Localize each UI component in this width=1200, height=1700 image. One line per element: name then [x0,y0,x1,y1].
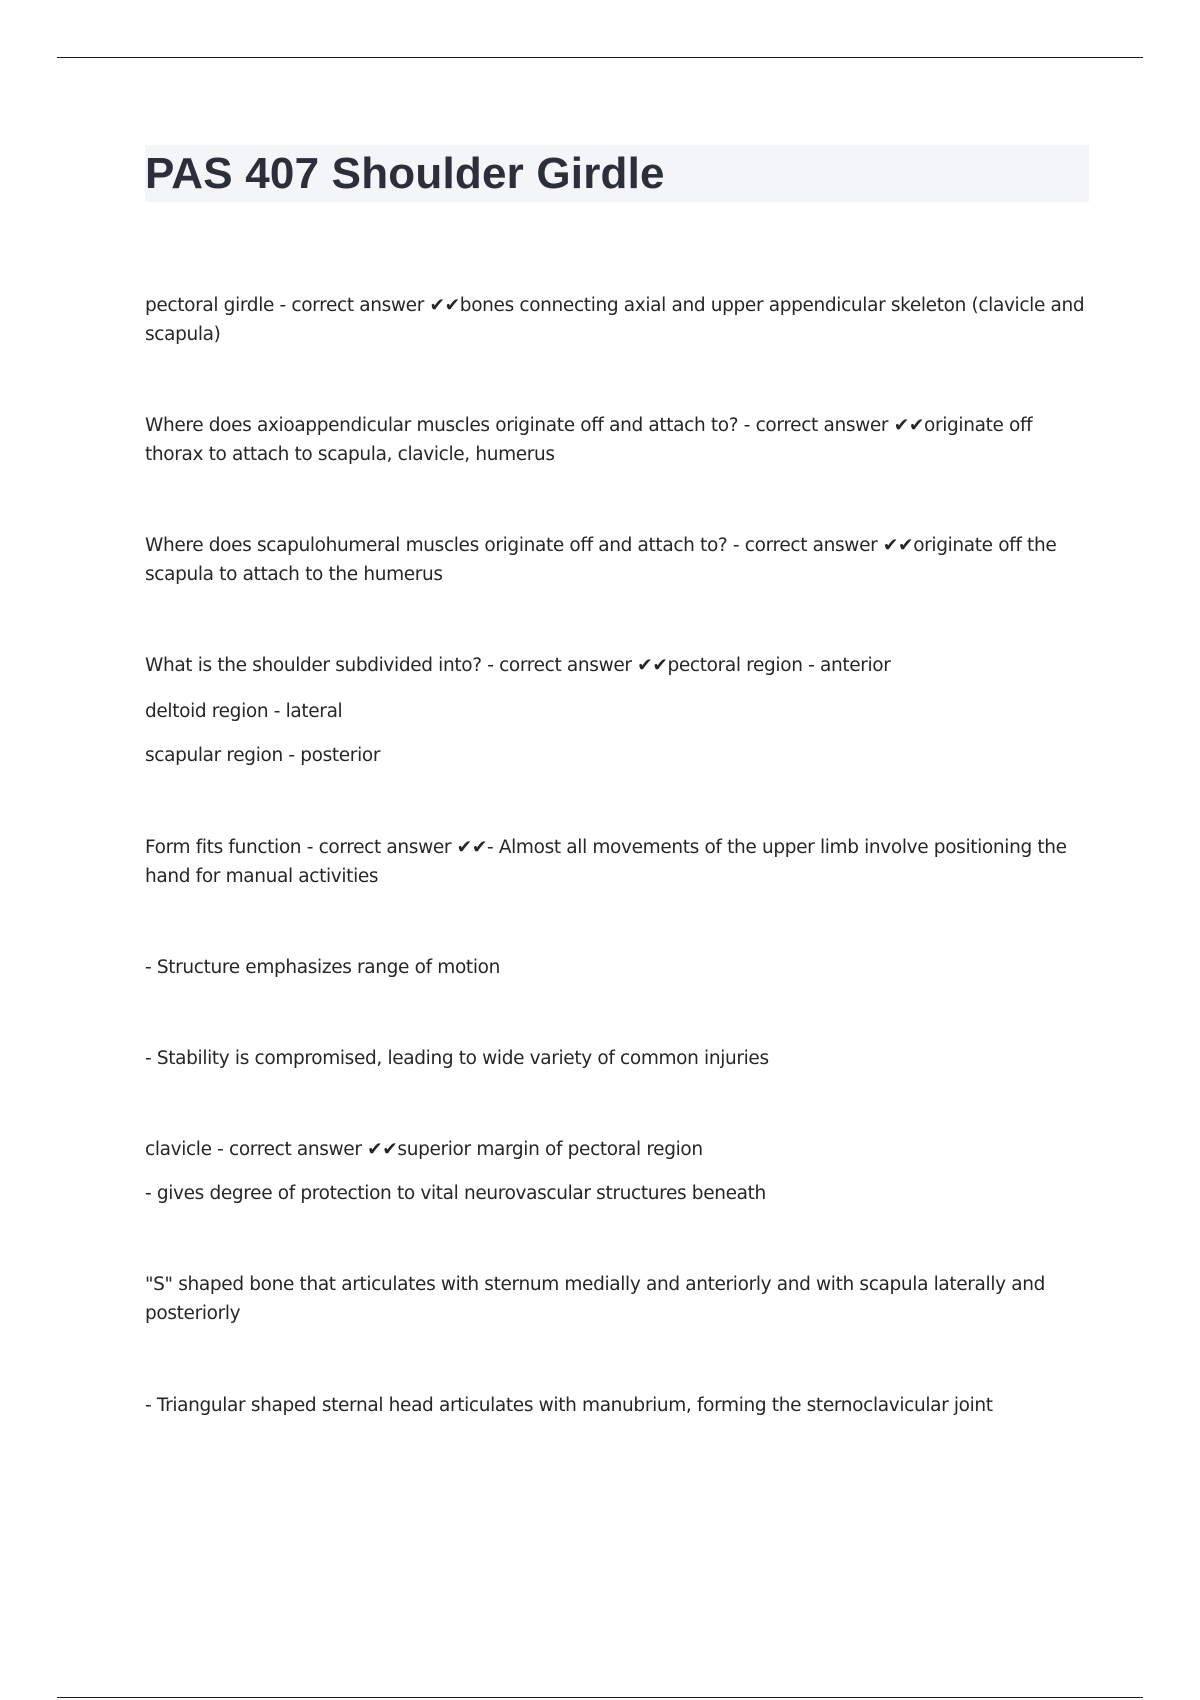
text-s-shaped-bone: "S" shaped bone that articulates with sternum medially and anteriorly and with scapula laterally and posteriorly [145,1274,1046,1324]
text-scapular-region: scapular region - posterior [145,745,381,766]
text-stability: - Stability is compromised, leading to wide variety of common injuries [145,1048,769,1069]
qa-pectoral-girdle: pectoral girdle - correct answer ✔✔bones connecting axial and upper appendicular skeleton (clavicle and scapula) [145,295,1085,345]
qa-form-fits-function: Form fits function - correct answer ✔✔- Almost all movements of the upper limb involve positioning the hand for manual activities [145,837,1067,887]
qa-clavicle: clavicle - correct answer ✔✔superior margin of pectoral region [145,1139,703,1160]
text-sternal-head: - Triangular shaped sternal head articulates with manubrium, forming the sternoclavicular joint [145,1395,993,1416]
qa-shoulder-subdivisions: What is the shoulder subdivided into? - correct answer ✔✔pectoral region - anterior [145,655,891,676]
bottom-rule [57,1697,1143,1698]
text-protection: - gives degree of protection to vital neurovascular structures beneath [145,1183,766,1204]
top-rule [57,57,1143,58]
page-title: PAS 407 Shoulder Girdle [145,149,665,198]
text-deltoid-region: deltoid region - lateral [145,701,343,722]
text-range-of-motion: - Structure emphasizes range of motion [145,957,500,978]
qa-scapulohumeral-muscles: Where does scapulohumeral muscles originate off and attach to? - correct answer ✔✔originate off the scapula to attach to the humerus [145,535,1057,585]
qa-axioappendicular-muscles: Where does axioappendicular muscles originate off and attach to? - correct answer ✔✔originate off thorax to attach to scapula, clavicle, humerus [145,415,1033,465]
